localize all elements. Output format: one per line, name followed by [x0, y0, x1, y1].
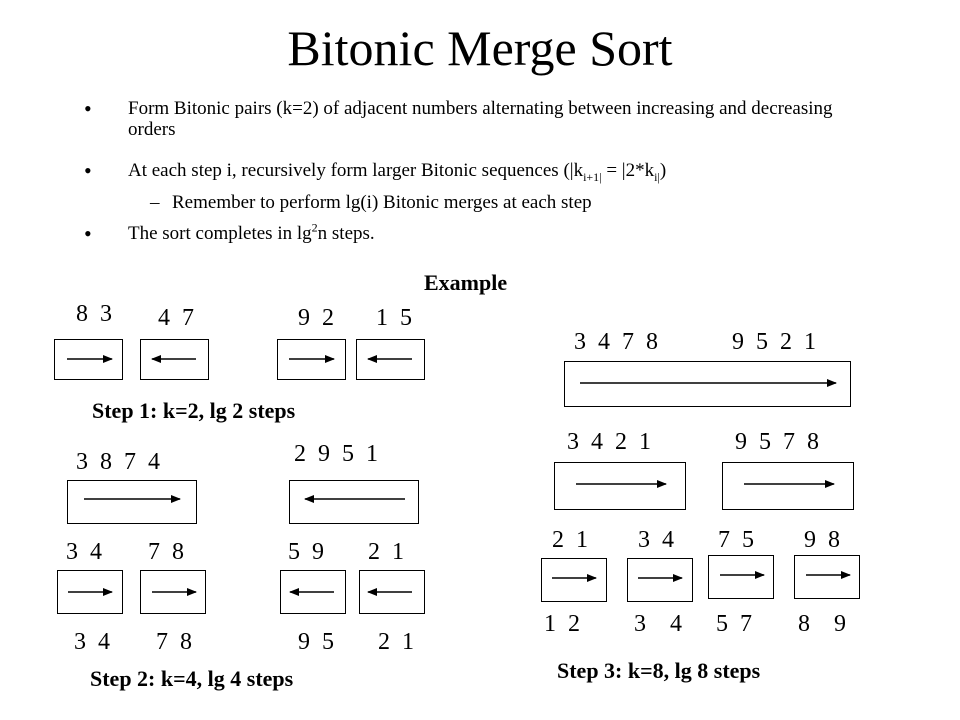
step3-label: Step 3: k=8, lg 8 steps	[557, 658, 761, 683]
step3-pair-2: 3 4	[638, 527, 674, 553]
step3-result-4: 8 9	[798, 611, 846, 637]
page-title: Bitonic Merge Sort	[287, 20, 673, 76]
bullet-text: Remember to perform lg(i) Bitonic merges at each step	[172, 192, 592, 213]
step2-mid-pair-4: 2 1	[368, 539, 404, 565]
step3-pair-4: 9 8	[804, 527, 840, 553]
step2-bottom-pair-1: 3 4	[74, 629, 110, 655]
step3-mid-seq-1: 3 4 2 1	[567, 429, 651, 455]
step2-bottom-pair-2: 7 8	[156, 629, 192, 655]
step2-mid-pair-2: 7 8	[148, 539, 184, 565]
step1-pair-4: 1 5	[376, 305, 412, 331]
bullet-dot: •	[84, 221, 92, 246]
step3-result-3: 5 7	[716, 611, 752, 637]
step3-result-2: 3 4	[634, 611, 682, 637]
step2-top-seq-1: 3 8 7 4	[76, 449, 160, 475]
step2-bottom-pair-3: 9 5	[298, 629, 334, 655]
bullet-text: At each step i, recursively form larger Bitonic sequences $(|k_{i+1|} = |2*k_{i|})$	[128, 160, 667, 184]
bullet-dot: •	[84, 158, 92, 183]
step3-top-seq-1: 3 4 7 8	[574, 329, 658, 355]
sub-bullet-dash: –	[150, 192, 160, 213]
step2-mid-pair-3: 5 9	[288, 539, 324, 565]
step3-result-1: 1 2	[544, 611, 580, 637]
step3-pair-3: 7 5	[718, 527, 754, 553]
bullet-text: Form Bitonic pairs (k=2) of adjacent numbers alternating between increasing and decreasing orders	[128, 98, 833, 140]
step2-label: Step 2: k=4, lg 4 steps	[90, 666, 294, 691]
step1-pair-2: 4 7	[158, 305, 194, 331]
bullet-text: The sort completes in $\lg^2n$ steps.	[128, 220, 375, 244]
step2-mid-pair-1: 3 4	[66, 539, 102, 565]
step1-pair-1: 8 3	[76, 301, 112, 327]
step3-mid-seq-2: 9 5 7 8	[735, 429, 819, 455]
step3-top-seq-2: 9 5 2 1	[732, 329, 816, 355]
example-label: Example	[424, 270, 508, 295]
step1-pair-3: 9 2	[298, 305, 334, 331]
step1-label: Step 1: k=2, lg 2 steps	[92, 398, 296, 423]
step3-pair-1: 2 1	[552, 527, 588, 553]
step2-bottom-pair-4: 2 1	[378, 629, 414, 655]
bullet-dot: •	[84, 96, 92, 121]
step2-top-seq-2: 2 9 5 1	[294, 441, 378, 467]
